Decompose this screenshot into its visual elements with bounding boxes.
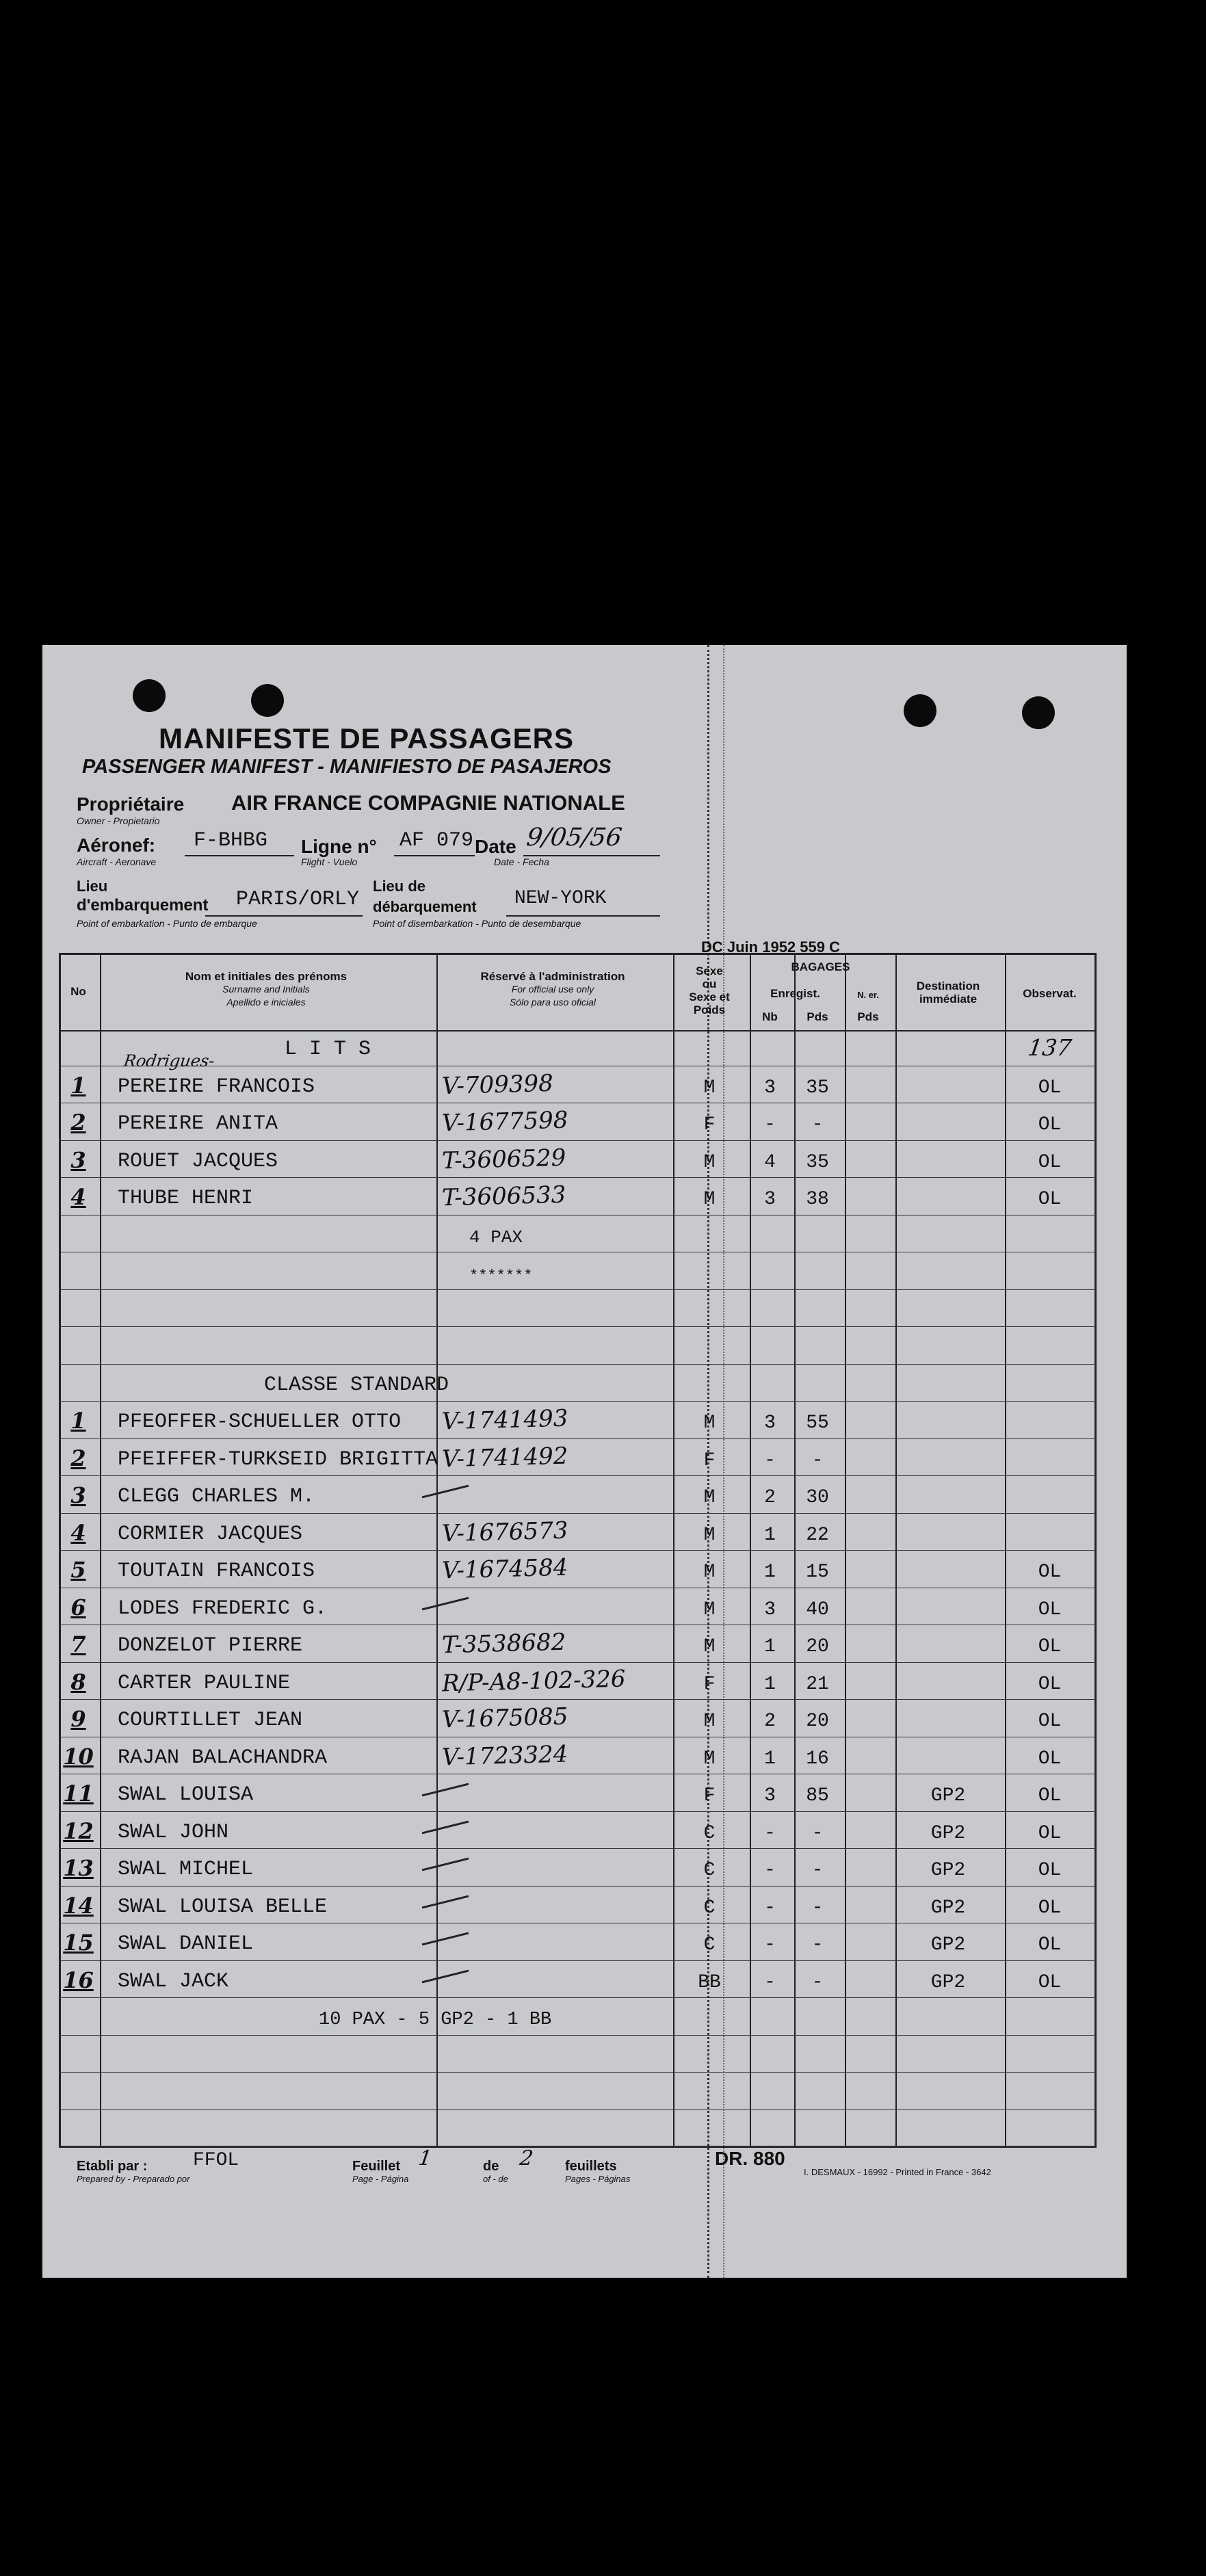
flight-label: Ligne n° [301, 836, 377, 857]
flight-value: AF 079 [399, 829, 474, 852]
cell-sex: BB [698, 1971, 721, 1993]
cell-no: 3 [70, 1482, 86, 1508]
table-row [59, 1028, 1097, 1070]
cell-name: PEREIRE FRANCOIS [118, 1075, 315, 1099]
cell-obs: OL [1038, 1934, 1062, 1956]
cell-pds: 21 [806, 1673, 829, 1695]
table-row [59, 1550, 1097, 1587]
cell-admin: V-1674584 [441, 1553, 568, 1585]
cell-name: ROUET JACQUES [118, 1149, 278, 1173]
cell-obs: OL [1038, 1151, 1062, 1173]
prepared-value: FFOL [193, 2150, 239, 2171]
aircraft-value: F-BHBG [194, 829, 268, 852]
cell-dest: GP2 [930, 1860, 966, 1881]
cell-nb: 2 [764, 1487, 776, 1508]
form-subtitle: PASSENGER MANIFEST - MANIFIESTO DE PASAJEROS [82, 756, 612, 778]
cell-no: 8 [70, 1668, 86, 1695]
cell-dest: GP2 [930, 1785, 966, 1806]
table-row [59, 1588, 1097, 1625]
punch-hole [133, 679, 166, 712]
col-obs: Observat. [1023, 987, 1077, 1000]
cell-name: SWAL JOHN [118, 1820, 229, 1844]
cell-admin: T-3606533 [441, 1181, 566, 1212]
col-name: Nom et initiales des prénoms Surname and Initials Apellido e iniciales [185, 970, 348, 1008]
cell-nb: 4 [764, 1151, 776, 1173]
cell-no: 13 [63, 1855, 94, 1881]
table-row [59, 1438, 1097, 1475]
cell-nb: - [764, 1822, 776, 1844]
embark-value: PARIS/ORLY [236, 888, 360, 911]
cell-pds: - [811, 1860, 824, 1881]
cell-sex: M [703, 1524, 716, 1546]
cell-name: CORMIER JACQUES [118, 1522, 303, 1546]
embark-label-1: Lieu [77, 878, 108, 895]
form-title: MANIFESTE DE PASSAGERS [159, 722, 574, 754]
cell-no: 9 [70, 1706, 86, 1732]
cell-name: SWAL DANIEL [118, 1932, 254, 1956]
cell-name: PFEIFFER-TURKSEID BRIGITTA [118, 1447, 438, 1471]
checkmark-stroke [422, 1783, 469, 1797]
section-lits-label: L I T S [285, 1038, 371, 1061]
cell-nb: 2 [764, 1711, 776, 1732]
cell-name: PFEOFFER-SCHUELLER OTTO [118, 1410, 402, 1434]
printer-line: I. DESMAUX - 16992 - Printed in France - 3642 [804, 2167, 991, 2177]
cell-admin: V-1676573 [441, 1516, 568, 1547]
sheets-sub: Pages - Páginas [565, 2174, 631, 2184]
cell-sex: M [703, 1599, 716, 1620]
cell-nb: - [764, 1897, 776, 1919]
cell-no: 4 [70, 1184, 86, 1210]
cell-pds: 55 [806, 1412, 829, 1434]
cell-no: 14 [63, 1892, 94, 1919]
cell-nb: 3 [764, 1412, 776, 1434]
cell-no: 11 [63, 1780, 94, 1806]
table-row [59, 1662, 1097, 1699]
cell-no: 4 [70, 1519, 86, 1546]
cell-pds: - [811, 1449, 824, 1471]
cell-dest: GP2 [930, 1971, 966, 1993]
owner-label: Propriétaire [77, 793, 185, 815]
cell-obs: OL [1038, 1822, 1062, 1844]
cell-name: SWAL LOUISA BELLE [118, 1895, 328, 1919]
disembark-sub: Point of disembarkation - Punto de desembarque [373, 918, 581, 929]
cell-sex: M [703, 1487, 716, 1508]
sheet-value: 1 [417, 2146, 434, 2170]
cell-obs: OL [1038, 1711, 1062, 1732]
table-row [59, 1886, 1097, 1923]
embark-label-2: d'embarquement [77, 896, 209, 915]
cell-admin: V-1675085 [441, 1703, 568, 1734]
checkmark-stroke [422, 1485, 469, 1499]
cell-nb: - [764, 1114, 776, 1135]
table-row [59, 2035, 1097, 2072]
cell-obs: OL [1038, 1562, 1062, 1583]
cell-pds: 85 [806, 1785, 829, 1806]
cell-admin: V-1741492 [441, 1442, 568, 1473]
cell-no: 12 [63, 1817, 94, 1844]
embark-sub: Point of embarkation - Punto de embarque [77, 918, 257, 929]
table-row [59, 1140, 1097, 1177]
cell-nb: 1 [764, 1673, 776, 1695]
sheet-sub: Page - Página [352, 2174, 409, 2184]
cell-no: 1 [70, 1408, 86, 1434]
table-row [59, 1066, 1097, 1103]
col-pds: Pds [807, 1010, 828, 1023]
table-row [59, 1997, 1097, 2034]
cell-pds: 38 [806, 1189, 829, 1210]
section-standard-label: CLASSE STANDARD [264, 1373, 449, 1397]
cell-name: DONZELOT PIERRE [118, 1634, 303, 1657]
cell-obs: OL [1038, 1114, 1062, 1135]
cell-nb: 1 [764, 1562, 776, 1583]
cell-pds: 20 [806, 1636, 829, 1657]
checkmark-stroke [422, 1858, 469, 1871]
date-label: Date [475, 836, 516, 857]
col-admin: Réservé à l'administration For official use only Sólo para uso oficial [480, 970, 625, 1008]
cell-dest: GP2 [930, 1822, 966, 1844]
col-no: No [70, 985, 86, 998]
table-row [59, 1252, 1097, 1289]
table-row [59, 2072, 1097, 2109]
cell-dest: GP2 [930, 1897, 966, 1919]
cell-no: 3 [70, 1146, 86, 1173]
cell-admin: T-3538682 [441, 1628, 566, 1659]
punch-hole [1022, 696, 1055, 729]
cell-pds: 35 [806, 1077, 829, 1099]
cell-sex: M [703, 1636, 716, 1657]
cell-no: 5 [70, 1557, 86, 1583]
cell-name: THUBE HENRI [118, 1187, 254, 1210]
date-value: 9/05/56 [525, 824, 624, 852]
cell-no: 6 [70, 1594, 86, 1620]
cell-name: COURTILLET JEAN [118, 1709, 303, 1732]
section-lits-code: 137 [1026, 1034, 1073, 1061]
table-row [59, 1737, 1097, 1774]
cell-obs: OL [1038, 1860, 1062, 1881]
col-pds2: Pds [857, 1010, 879, 1023]
cell-pds: - [811, 1934, 824, 1956]
cell-obs: OL [1038, 1077, 1062, 1099]
cell-pds: 22 [806, 1524, 829, 1546]
cell-nb: - [764, 1971, 776, 1993]
cell-nb: 3 [764, 1077, 776, 1099]
cell-name: TOUTAIN FRANCOIS [118, 1560, 315, 1583]
cell-admin: T-3606529 [441, 1144, 566, 1174]
col-sex: Sexe ou Sexe et Poids [689, 964, 730, 1016]
cell-sex: F [703, 1114, 716, 1135]
table-row [59, 1848, 1097, 1885]
of-label: de [483, 2159, 499, 2174]
table-row [59, 1923, 1097, 1960]
cell-obs: OL [1038, 1971, 1062, 1993]
cell-obs: OL [1038, 1636, 1062, 1657]
cell-name: LODES FREDERIC G. [118, 1596, 328, 1620]
cell-sex: M [703, 1748, 716, 1770]
cell-obs: OL [1038, 1673, 1062, 1695]
cell-sex: F [703, 1449, 716, 1471]
cell-nb: - [764, 1449, 776, 1471]
cell-name: SWAL MICHEL [118, 1858, 254, 1881]
col-non-enr: N. er. [857, 990, 879, 1000]
table-row [59, 1699, 1097, 1736]
table-body [59, 1028, 1097, 2148]
table-row [59, 1513, 1097, 1550]
flight-sub: Flight - Vuelo [301, 856, 358, 867]
table-row [59, 1625, 1097, 1661]
checkmark-stroke [422, 1820, 469, 1834]
table-row [59, 1103, 1097, 1140]
cell-admin: V-1741493 [441, 1404, 568, 1436]
cell-admin: R/P-A8-102-326 [441, 1664, 626, 1698]
checkmark-stroke [422, 1895, 469, 1908]
cell-name: CLEGG CHARLES M. [118, 1485, 315, 1508]
sheet-label: Feuillet [352, 2159, 401, 2174]
cell-nb: - [764, 1934, 776, 1956]
cell-name: CARTER PAULINE [118, 1671, 291, 1695]
date-sub: Date - Fecha [494, 856, 549, 867]
form-code: DC Juin 1952 559 C [701, 938, 840, 956]
cell-name: SWAL LOUISA [118, 1783, 254, 1806]
table-row [59, 1475, 1097, 1512]
standard-total: 10 PAX - 5 GP2 - 1 BB [319, 2010, 552, 2030]
cell-sex: M [703, 1189, 716, 1210]
punch-hole [904, 694, 936, 727]
cell-pds: 20 [806, 1711, 829, 1732]
cell-obs: OL [1038, 1189, 1062, 1210]
owner-sub: Owner - Propietario [77, 815, 160, 826]
col-dest: Destination immédiate [916, 980, 980, 1006]
cell-no: 16 [63, 1967, 94, 1993]
cell-no: 10 [63, 1743, 94, 1770]
col-bagages: BAGAGES [791, 960, 850, 973]
table-row [59, 1401, 1097, 1438]
cell-sex: C [703, 1822, 716, 1844]
table-row [59, 1215, 1097, 1252]
cell-name: RAJAN BALACHANDRA [118, 1746, 328, 1770]
sheets-label: feuillets [565, 2159, 617, 2174]
cell-admin: V-1723324 [441, 1740, 568, 1771]
cell-nb: 1 [764, 1748, 776, 1770]
of-sub: of - de [483, 2174, 508, 2184]
cell-sex: M [703, 1562, 716, 1583]
cell-no: 7 [70, 1631, 86, 1657]
cell-sex: M [703, 1711, 716, 1732]
cell-pds: - [811, 1897, 824, 1919]
cell-no: 2 [70, 1445, 86, 1471]
table-row [59, 1811, 1097, 1848]
cell-sex: C [703, 1897, 716, 1919]
cell-nb: 3 [764, 1785, 776, 1806]
cell-sex: C [703, 1934, 716, 1956]
cell-admin: V-709398 [441, 1069, 554, 1100]
prepared-sub: Prepared by - Preparado por [77, 2174, 190, 2184]
cell-sex: F [703, 1673, 716, 1695]
checkmark-stroke [422, 1932, 469, 1946]
table-row [59, 2110, 1097, 2146]
cell-pds: 30 [806, 1487, 829, 1508]
cell-sex: M [703, 1412, 716, 1434]
punch-hole [251, 684, 284, 717]
cell-no: 15 [63, 1930, 94, 1956]
cell-pds: 16 [806, 1748, 829, 1770]
cell-no: 2 [70, 1109, 86, 1135]
cell-sex: C [703, 1860, 716, 1881]
cell-name: PEREIRE ANITA [118, 1112, 278, 1135]
col-nb: Nb [762, 1010, 778, 1023]
cell-sex: M [703, 1077, 716, 1099]
prepared-label: Etabli par : [77, 2159, 148, 2174]
cell-pds: 40 [806, 1599, 829, 1620]
cell-sex: F [703, 1785, 716, 1806]
cell-pds: - [811, 1114, 824, 1135]
aircraft-label: Aéronef: [77, 834, 156, 856]
cell-pds: 15 [806, 1562, 829, 1583]
aircraft-sub: Aircraft - Aeronave [77, 856, 157, 867]
dr-number: DR. 880 [715, 2148, 785, 2169]
handwritten-note: Rodrigues- [122, 1051, 216, 1070]
table-row [59, 1177, 1097, 1214]
owner-value: AIR FRANCE COMPAGNIE NATIONALE [231, 791, 625, 815]
lits-total: 4 PAX [469, 1226, 523, 1248]
table-row [59, 1364, 1097, 1401]
col-enregist: Enregist. [770, 987, 820, 1000]
table-row [59, 1289, 1097, 1326]
cell-nb: 3 [764, 1599, 776, 1620]
cell-obs: OL [1038, 1748, 1062, 1770]
cell-obs: OL [1038, 1897, 1062, 1919]
checkmark-stroke [422, 1969, 469, 1983]
cell-nb: - [764, 1860, 776, 1881]
disembark-value: NEW-YORK [514, 888, 607, 909]
cell-no: 1 [70, 1072, 86, 1099]
of-value: 2 [518, 2146, 535, 2170]
cell-obs: OL [1038, 1785, 1062, 1806]
lits-stars: ******* [469, 1267, 533, 1285]
cell-admin: V-1677598 [441, 1106, 568, 1138]
disembark-label-1: Lieu de [373, 878, 426, 895]
cell-obs: OL [1038, 1599, 1062, 1620]
cell-pds: - [811, 1822, 824, 1844]
cell-nb: 1 [764, 1524, 776, 1546]
table-row [59, 1326, 1097, 1363]
checkmark-stroke [422, 1596, 469, 1610]
cell-dest: GP2 [930, 1934, 966, 1956]
cell-pds: 35 [806, 1151, 829, 1173]
cell-name: SWAL JACK [118, 1969, 229, 1993]
table-row [59, 1960, 1097, 1997]
table-row [59, 1774, 1097, 1811]
cell-nb: 3 [764, 1189, 776, 1210]
disembark-label-2: débarquement [373, 898, 477, 915]
cell-pds: - [811, 1971, 824, 1993]
cell-sex: M [703, 1151, 716, 1173]
cell-nb: 1 [764, 1636, 776, 1657]
